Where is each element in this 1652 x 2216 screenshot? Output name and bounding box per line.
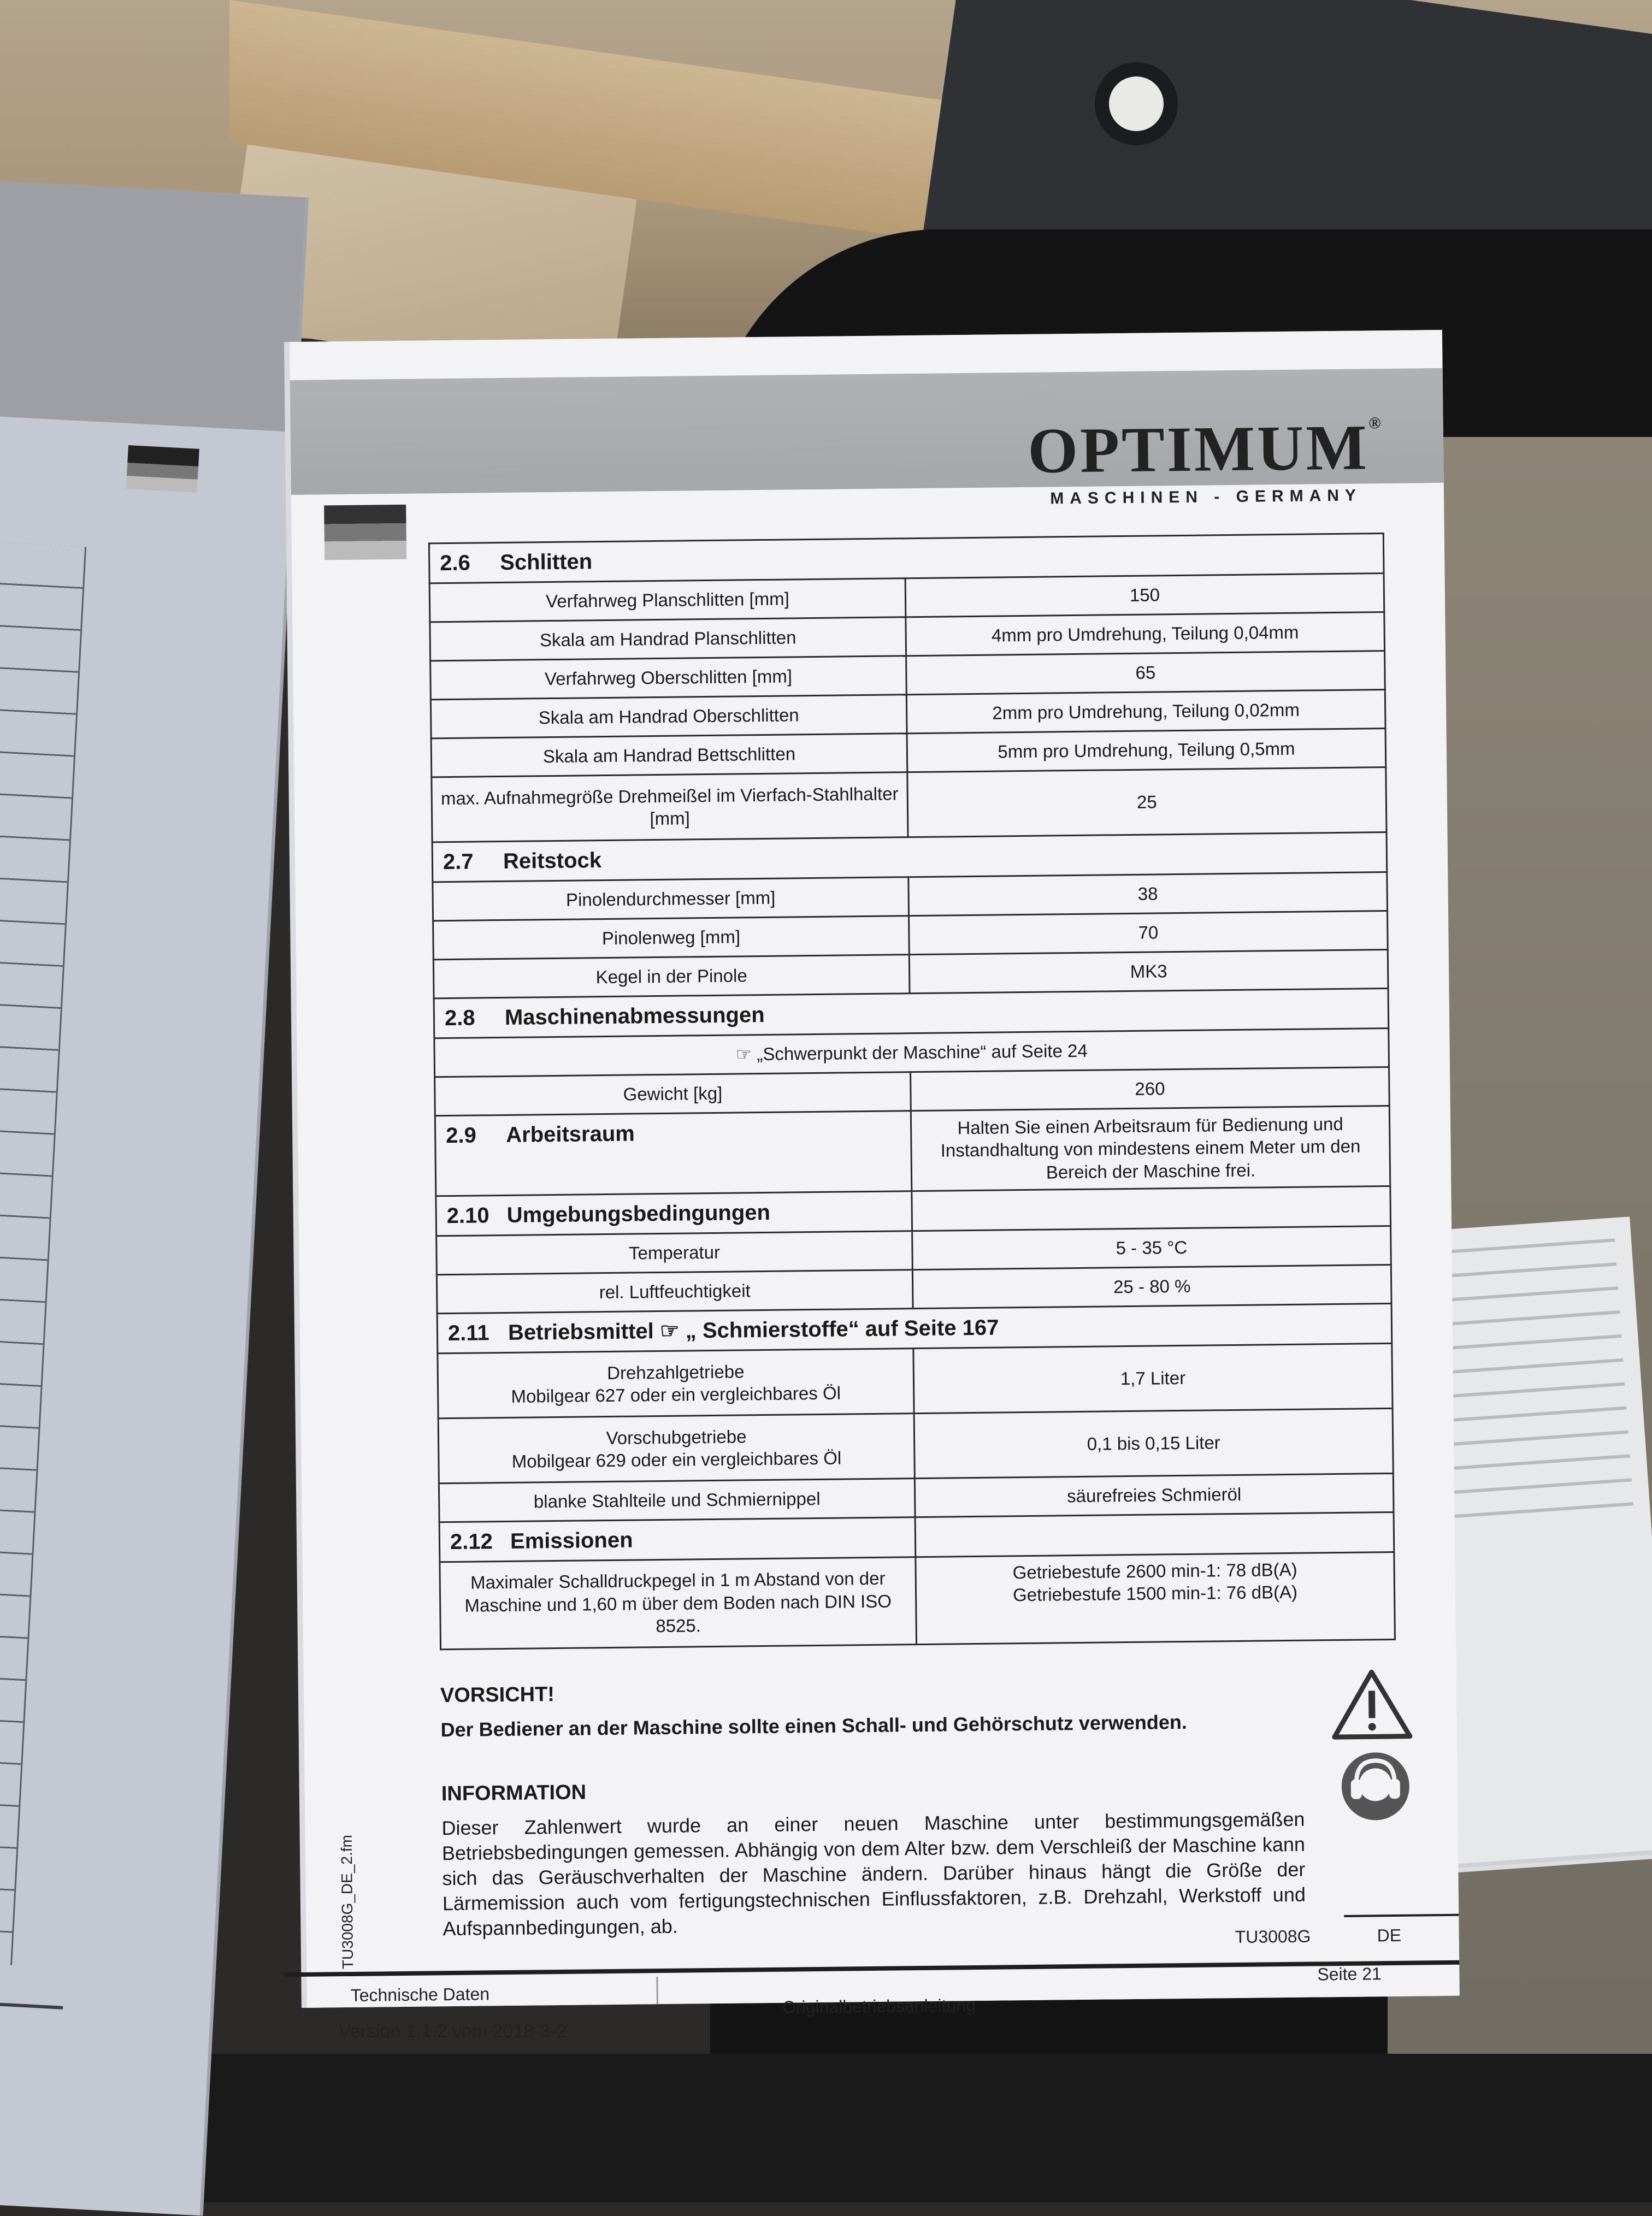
row-label: Skala am Handrad Planschlitten (430, 617, 906, 661)
section-title: Betriebsmittel (508, 1319, 654, 1345)
information-text: Dieser Zahlenwert wurde an einer neuen Maschine unter bestimmungsgemäßen Betriebsbedingungen gemessen. Abhängig von dem Alter bzw. dem Verschleiß der Maschine kann sich das Geräuschverhalten der Maschine ändern. Darüber hinaus hängt die Größe der Lärmemission auch vom fertigungstechnischen Einflussfaktoren, z.B. Drehzahl, Werkstoff und Aufspannbedingungen, ab. (441, 1807, 1306, 1940)
row-value: 2mm pro Umdrehung, Teilung 0,02mm (906, 690, 1385, 734)
row-value: 5mm pro Umdrehung, Teilung 0,5mm (907, 729, 1386, 772)
row-label: Skala am Handrad Bettschlitten (431, 734, 907, 777)
spec-table (428, 533, 1396, 1650)
row-value: 25 (907, 767, 1386, 837)
left-page-footer-line (0, 1996, 63, 2009)
section-title: Reitstock (503, 848, 602, 873)
background-bottom (0, 2054, 1652, 2202)
row-label: Pinolendurchmesser [mm] (433, 877, 909, 921)
section-number: 2.10 (446, 1203, 489, 1228)
section-empty-cell (912, 1186, 1391, 1231)
row-label: Kegel in der Pinole (433, 955, 910, 998)
row-label: Maximaler Schalldruckpegel in 1 m Abstand von der Maschine und 1,60 m über dem Boden nach DIN ISO 8525. (440, 1557, 917, 1649)
row-value: säurefreies Schmieröl (914, 1473, 1394, 1517)
logo-registered: ® (1368, 414, 1383, 433)
left-page-header-band (0, 180, 305, 432)
row-value: 65 (906, 651, 1385, 695)
section-number: 2.8 (444, 1006, 475, 1031)
section-cross-reference[interactable]: ☞ „ Schmierstoffe“ auf Seite 167 (659, 1315, 999, 1343)
row-label: Gewicht [kg] (435, 1072, 911, 1116)
row-label (438, 1348, 914, 1418)
section-value: Halten Sie einen Arbeitsraum für Bedienung und Instandhaltung von mindestens einem Meter um den Bereich der Maschine frei. (911, 1106, 1390, 1191)
caution-text: Der Bediener an der Maschine sollte einen Schall- und Gehörschutz verwenden. (440, 1710, 1188, 1741)
table-row (440, 1552, 1395, 1649)
row-label: Pinolenweg [mm] (433, 916, 910, 960)
model-number: TU3008G (1235, 1926, 1311, 1947)
table-row (432, 767, 1386, 842)
section-number: 2.11 (447, 1321, 489, 1345)
footer-rule (285, 1960, 1459, 1977)
row-value: 38 (908, 872, 1388, 916)
row-label-line: Mobilgear 629 oder ein vergleichbares Öl (511, 1447, 842, 1472)
file-name-vertical: TU3008G_DE_2.fm (338, 1835, 357, 1970)
section-title: Umgebungsbedingungen (506, 1200, 771, 1227)
page-number: Seite 21 (1317, 1964, 1382, 1984)
information-title: INFORMATION (441, 1781, 587, 1806)
row-value-line: Getriebestufe 1500 min-1: 76 dB(A) (1012, 1581, 1298, 1605)
row-label (438, 1413, 914, 1483)
row-value: 25 - 80 % (912, 1264, 1391, 1308)
section-title: Arbeitsraum (505, 1121, 635, 1147)
section-heading (436, 1191, 912, 1236)
row-value: 0,1 bis 0,15 Liter (914, 1408, 1393, 1478)
section-number: 2.9 (446, 1123, 477, 1148)
version-info: Version 1.1.2 vom 2018-3-2 (339, 2021, 567, 2042)
row-value: 260 (911, 1067, 1390, 1110)
left-page-table-edge (0, 540, 86, 1965)
row-label: Temperatur (436, 1231, 913, 1274)
warning-triangle-icon (1331, 1669, 1413, 1741)
footer-divider (656, 1977, 658, 2004)
chapter-marker (324, 505, 406, 560)
row-value: 150 (905, 574, 1384, 617)
chapter-name: Technische Daten (350, 1984, 490, 2005)
left-page-chapter-marker (126, 445, 199, 493)
row-label: Skala am Handrad Oberschlitten (430, 695, 907, 738)
section-heading (439, 1517, 916, 1562)
row-value-line: Getriebestufe 2600 min-1: 78 dB(A) (1012, 1559, 1297, 1583)
row-label: Verfahrweg Planschlitten [mm] (429, 578, 906, 622)
row-label: rel. Luftfeuchtigkeit (436, 1269, 913, 1313)
row-value: 5 - 35 °C (912, 1226, 1391, 1269)
language-code: DE (1377, 1925, 1402, 1946)
table-row (438, 1408, 1393, 1483)
caution-title: VORSICHT! (440, 1683, 555, 1707)
row-value: 70 (909, 911, 1388, 955)
row-label: max. Aufnahmegröße Drehmeißel im Vierfach-Stahlhalter [mm] (432, 772, 908, 842)
section-title: Emissionen (510, 1528, 633, 1553)
document-type: Originalbetriebsanleitung (782, 1995, 976, 2017)
background-machine-hole (1109, 76, 1164, 131)
section-title: Maschinenabmessungen (504, 1002, 765, 1030)
row-label-line: Vorschubgetriebe (606, 1426, 747, 1448)
section-empty-cell (915, 1512, 1394, 1557)
cross-reference[interactable]: ☞ „Schwerpunkt der Maschine“ auf Seite 24 (434, 1029, 1389, 1077)
section-heading (435, 1111, 911, 1196)
row-label-line: Drehzahlgetriebe (606, 1361, 745, 1383)
logo-tagline: MASCHINEN - GERMANY (1050, 486, 1362, 508)
logo-wordmark: OPTIMUM (1027, 411, 1370, 487)
footer-rule-short (1344, 1914, 1459, 1917)
row-value (916, 1552, 1395, 1644)
row-label: Verfahrweg Oberschlitten [mm] (430, 656, 907, 700)
section-number: 2.12 (450, 1529, 493, 1554)
row-value: 1,7 Liter (913, 1343, 1393, 1413)
row-value: 4mm pro Umdrehung, Teilung 0,04mm (906, 612, 1385, 656)
caution-note (440, 1675, 1304, 1743)
information-note (441, 1774, 1306, 1942)
left-page (0, 180, 309, 2216)
optimum-logo (1027, 411, 1384, 509)
row-label: blanke Stahlteile und Schmiernippel (439, 1478, 915, 1522)
table-row (438, 1343, 1393, 1418)
manual-page (290, 330, 1460, 2017)
section-row (435, 1106, 1390, 1196)
ear-protection-icon (1340, 1751, 1411, 1822)
section-number: 2.6 (440, 551, 471, 576)
row-value: MK3 (909, 950, 1388, 994)
section-title: Schlitten (500, 549, 593, 575)
section-number: 2.7 (442, 849, 474, 874)
row-label-line: Mobilgear 627 oder ein vergleichbares Öl (511, 1382, 841, 1407)
